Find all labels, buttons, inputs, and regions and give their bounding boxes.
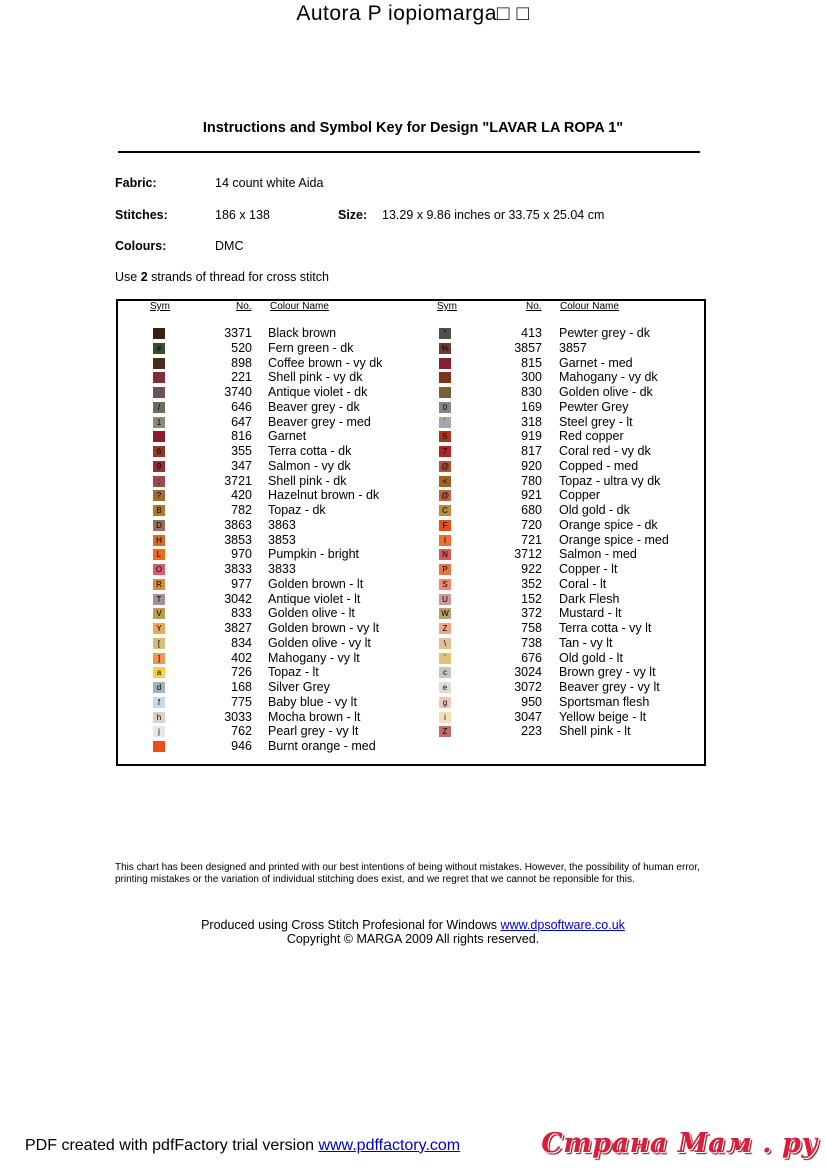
- dmc-number: 3033: [224, 709, 252, 724]
- dmc-number: 420: [231, 488, 252, 503]
- dmc-number: 815: [521, 355, 542, 370]
- no-header-left: No.: [236, 301, 252, 312]
- disclaimer-text: This chart has been designed and printed with our best intentions of being without mistakes. However, the possibility of human error, printing mistakes or the variation of individual stitching does exist, and we regret that we cannot be reponsible for this.: [115, 862, 700, 885]
- color-swatch: 6: [153, 446, 165, 457]
- color-swatch: [: [153, 638, 165, 649]
- pdffactory-link[interactable]: www.pdffactory.com: [318, 1137, 461, 1154]
- title-underline: [118, 151, 700, 153]
- dmc-number: 3853: [224, 532, 252, 547]
- colour-name: Pumpkin - bright: [268, 547, 360, 562]
- pdf-footer: [25, 1137, 460, 1155]
- dmc-number: 3863: [224, 517, 252, 532]
- dmc-number: 922: [521, 562, 542, 576]
- color-swatch: f: [153, 697, 165, 708]
- dmc-number: 402: [231, 650, 252, 665]
- fabric-label: Fabric:: [115, 176, 157, 190]
- colour-name: Mocha brown - lt: [268, 709, 361, 724]
- dmc-number: 3827: [224, 621, 252, 635]
- colour-name: Terra cotta - dk: [268, 444, 352, 458]
- colour-name: Tan - vy lt: [559, 635, 613, 650]
- color-swatch: L: [153, 549, 165, 560]
- colour-name: Shell pink - vy dk: [268, 370, 363, 385]
- color-swatch: I: [439, 535, 451, 546]
- colour-name: Topaz - ultra vy dk: [559, 473, 661, 488]
- color-swatch: V: [153, 608, 165, 619]
- colour-name: Old gold - dk: [559, 503, 630, 517]
- color-swatch: [439, 358, 451, 369]
- colour-name: Salmon - med: [559, 547, 637, 562]
- color-swatch: D: [153, 520, 165, 531]
- colour-name: Shell pink - dk: [268, 473, 347, 488]
- dmc-number: 3833: [224, 562, 252, 576]
- colour-name: Golden olive - vy lt: [268, 635, 371, 650]
- color-swatch: ;: [153, 476, 165, 487]
- produced-line: [0, 918, 826, 932]
- dmc-number: 720: [521, 517, 542, 532]
- dmc-number: 3042: [224, 591, 252, 606]
- strands-instruction: [115, 270, 329, 284]
- color-swatch: R: [153, 579, 165, 590]
- produced-text: Produced using Cross Stitch Profesional for Windows: [201, 918, 501, 932]
- color-swatch: 7: [439, 446, 451, 457]
- dmc-number: 782: [231, 503, 252, 517]
- dmc-number: 758: [521, 621, 542, 635]
- colour-name: Coffee brown - vy dk: [268, 355, 383, 370]
- dmc-number: 372: [521, 606, 542, 621]
- colours-label: Colours:: [115, 239, 167, 253]
- colour-name: Mahogany - vy dk: [559, 370, 658, 385]
- dmc-number: 950: [521, 694, 542, 709]
- color-swatch: N: [439, 549, 451, 560]
- dmc-number: 169: [521, 399, 542, 414]
- colour-name: Dark Flesh: [559, 591, 620, 606]
- strands-count: 2: [140, 270, 148, 284]
- dmc-number: 3024: [514, 665, 542, 680]
- colours-value: DMC: [215, 239, 244, 253]
- color-swatch: 1: [153, 417, 165, 428]
- colour-name: Fern green - dk: [268, 340, 354, 355]
- dmc-number: 762: [231, 724, 252, 739]
- color-swatch: 0: [439, 402, 451, 413]
- color-swatch: [153, 372, 165, 383]
- size-value: 13.29 x 9.86 inches or 33.75 x 25.04 cm: [382, 208, 605, 222]
- color-swatch: [153, 387, 165, 398]
- dmc-number: 816: [231, 429, 252, 444]
- color-swatch: g: [439, 697, 451, 708]
- color-swatch: Z: [439, 623, 451, 634]
- dmc-number: 946: [231, 739, 252, 753]
- color-swatch: [439, 387, 451, 398]
- strands-suffix: strands of thread for cross stitch: [147, 270, 329, 284]
- dmc-number: 726: [231, 665, 252, 680]
- dmc-number: 977: [231, 576, 252, 591]
- color-swatch: [153, 741, 165, 752]
- colour-name: Terra cotta - vy lt: [559, 621, 652, 635]
- colour-name: Sportsman flesh: [559, 694, 650, 709]
- dmc-number: 347: [231, 458, 252, 473]
- colour-name: Golden olive - dk: [559, 385, 653, 399]
- colour-name: Orange spice - dk: [559, 517, 658, 532]
- no-header-right: No.: [526, 301, 542, 312]
- dmc-number: 738: [521, 635, 542, 650]
- dmc-number: 647: [231, 414, 252, 429]
- colour-name: Brown grey - vy lt: [559, 665, 656, 680]
- color-swatch: [439, 372, 451, 383]
- colour-name: Pearl grey - vy lt: [268, 724, 359, 739]
- dmc-number: 3740: [224, 385, 252, 399]
- dmc-number: 3047: [514, 709, 542, 724]
- colour-name: Burnt orange - med: [268, 739, 376, 753]
- colour-name: Antique violet - lt: [268, 591, 361, 606]
- color-swatch: 5: [439, 431, 451, 442]
- colour-name: Copper: [559, 488, 600, 503]
- color-swatch: U: [439, 594, 451, 605]
- color-swatch: W: [439, 608, 451, 619]
- color-swatch: Z: [439, 726, 451, 737]
- colour-name: Pewter grey - dk: [559, 326, 651, 340]
- color-swatch: ": [439, 328, 451, 339]
- site-watermark-logo: Страна Мам . ру: [541, 1128, 818, 1159]
- color-swatch: ?: [153, 490, 165, 501]
- color-swatch: h: [153, 712, 165, 723]
- colour-name: Garnet: [268, 429, 307, 444]
- color-swatch: O: [153, 564, 165, 575]
- dmc-number: 3371: [224, 326, 252, 340]
- colour-name: 3863: [268, 517, 296, 532]
- dmc-number: 780: [521, 473, 542, 488]
- color-swatch: i: [439, 712, 451, 723]
- author-header: Autora P iopiomarga□ □: [296, 2, 530, 25]
- colour-name: Golden brown - lt: [268, 576, 364, 591]
- colour-name: Pewter Grey: [559, 399, 629, 414]
- colour-name: Coral - lt: [559, 576, 607, 591]
- sym-header-left: Sym: [150, 301, 170, 312]
- dmc-number: 520: [231, 340, 252, 355]
- dmc-number: 352: [521, 576, 542, 591]
- dmc-number: 676: [521, 650, 542, 665]
- dmc-number: 300: [521, 370, 542, 385]
- dmc-number: 834: [231, 635, 252, 650]
- name-header-left: Colour Name: [270, 301, 329, 312]
- dmc-number: 921: [521, 488, 542, 503]
- color-swatch: B: [153, 505, 165, 516]
- pdf-footer-text: PDF created with pdfFactory trial version: [25, 1137, 319, 1154]
- dmc-number: 413: [521, 326, 542, 340]
- colour-name: Topaz - dk: [268, 503, 326, 517]
- colour-name: Old gold - lt: [559, 650, 623, 665]
- colour-name: Steel grey - lt: [559, 414, 633, 429]
- colour-name: Copped - med: [559, 458, 639, 473]
- color-swatch: <: [439, 476, 451, 487]
- color-swatch: e: [439, 682, 451, 693]
- color-swatch: S: [439, 579, 451, 590]
- dmc-number: 898: [231, 355, 252, 370]
- color-swatch: C: [439, 505, 451, 516]
- color-swatch: j: [153, 726, 165, 737]
- dmc-number: 680: [521, 503, 542, 517]
- dmc-number: 775: [231, 694, 252, 709]
- colour-name: Copper - lt: [559, 562, 618, 576]
- colour-name: Beaver grey - med: [268, 414, 371, 429]
- dmc-number: 221: [231, 370, 252, 385]
- color-swatch: d: [153, 682, 165, 693]
- color-swatch: /: [153, 402, 165, 413]
- colour-name: Hazelnut brown - dk: [268, 488, 380, 503]
- color-swatch: P: [439, 564, 451, 575]
- color-swatch: [153, 328, 165, 339]
- colour-name: Baby blue - vy lt: [268, 694, 357, 709]
- dmc-number: 223: [521, 724, 542, 739]
- colour-name: Coral red - vy dk: [559, 444, 651, 458]
- dmc-number: 3721: [224, 473, 252, 488]
- dmc-number: 318: [521, 414, 542, 429]
- colour-name: 3833: [268, 562, 296, 576]
- colour-name: Black brown: [268, 326, 337, 340]
- colour-name: 3857: [559, 340, 587, 355]
- dmc-number: 721: [521, 532, 542, 547]
- colour-name: Golden brown - vy lt: [268, 621, 380, 635]
- size-label: Size:: [338, 208, 368, 222]
- dmc-number: 919: [521, 429, 542, 444]
- colour-name: Yellow beige - lt: [559, 709, 647, 724]
- color-swatch: [153, 358, 165, 369]
- colour-name: Red copper: [559, 429, 624, 444]
- color-swatch: `: [439, 653, 451, 664]
- dmc-number: 3712: [514, 547, 542, 562]
- name-header-right: Colour Name: [560, 301, 619, 312]
- colour-name: Topaz - lt: [268, 665, 319, 680]
- fabric-value: 14 count white Aida: [215, 176, 324, 190]
- color-swatch: [153, 431, 165, 442]
- stitches-value: 186 x 138: [215, 208, 270, 222]
- colour-name: Beaver grey - vy lt: [559, 680, 660, 694]
- dmc-number: 152: [521, 591, 542, 606]
- dpsoftware-link[interactable]: www.dpsoftware.co.uk: [500, 918, 625, 932]
- color-swatch: Y: [153, 623, 165, 634]
- dmc-number: 830: [521, 385, 542, 399]
- color-swatch: ]: [153, 653, 165, 664]
- color-swatch: @: [440, 461, 450, 471]
- color-swatch: #: [153, 343, 165, 354]
- color-swatch: ´: [439, 417, 451, 428]
- color-swatch: \: [439, 638, 451, 649]
- colour-name: Antique violet - dk: [268, 385, 368, 399]
- dmc-number: 355: [231, 444, 252, 458]
- colour-name: Silver Grey: [268, 680, 330, 694]
- dmc-number: 920: [521, 458, 542, 473]
- dmc-number: 970: [231, 547, 252, 562]
- dmc-number: 833: [231, 606, 252, 621]
- copyright-line: Copyright © MARGA 2009 All rights reserved.: [286, 932, 540, 946]
- colour-name: Orange spice - med: [559, 532, 669, 547]
- colour-name: Beaver grey - dk: [268, 399, 360, 414]
- dmc-number: 646: [231, 399, 252, 414]
- color-swatch: a: [153, 667, 165, 678]
- dmc-number: 817: [521, 444, 542, 458]
- color-swatch: F: [439, 520, 451, 531]
- document-title: Instructions and Symbol Key for Design "LAVAR LA ROPA 1": [202, 120, 624, 136]
- produced-by: [0, 918, 826, 946]
- colour-name: 3853: [268, 532, 296, 547]
- color-swatch: @: [440, 491, 450, 501]
- color-swatch: %: [439, 343, 451, 354]
- colour-name: Golden olive - lt: [268, 606, 355, 621]
- color-swatch: 9: [153, 461, 165, 472]
- colour-name: Garnet - med: [559, 355, 633, 370]
- stitches-label: Stitches:: [115, 208, 168, 222]
- sym-header-right: Sym: [437, 301, 457, 312]
- colour-name: Mustard - lt: [559, 606, 622, 621]
- strands-prefix: Use: [115, 270, 141, 284]
- colour-name: Mahogany - vy lt: [268, 650, 360, 665]
- color-swatch: c: [439, 667, 451, 678]
- symbol-key-table: [116, 299, 706, 766]
- dmc-number: 3857: [514, 340, 542, 355]
- color-swatch: H: [153, 535, 165, 546]
- dmc-number: 168: [231, 680, 252, 694]
- color-swatch: T: [153, 594, 165, 605]
- dmc-number: 3072: [514, 680, 542, 694]
- colour-name: Salmon - vy dk: [268, 458, 351, 473]
- colour-name: Shell pink - lt: [559, 724, 631, 739]
